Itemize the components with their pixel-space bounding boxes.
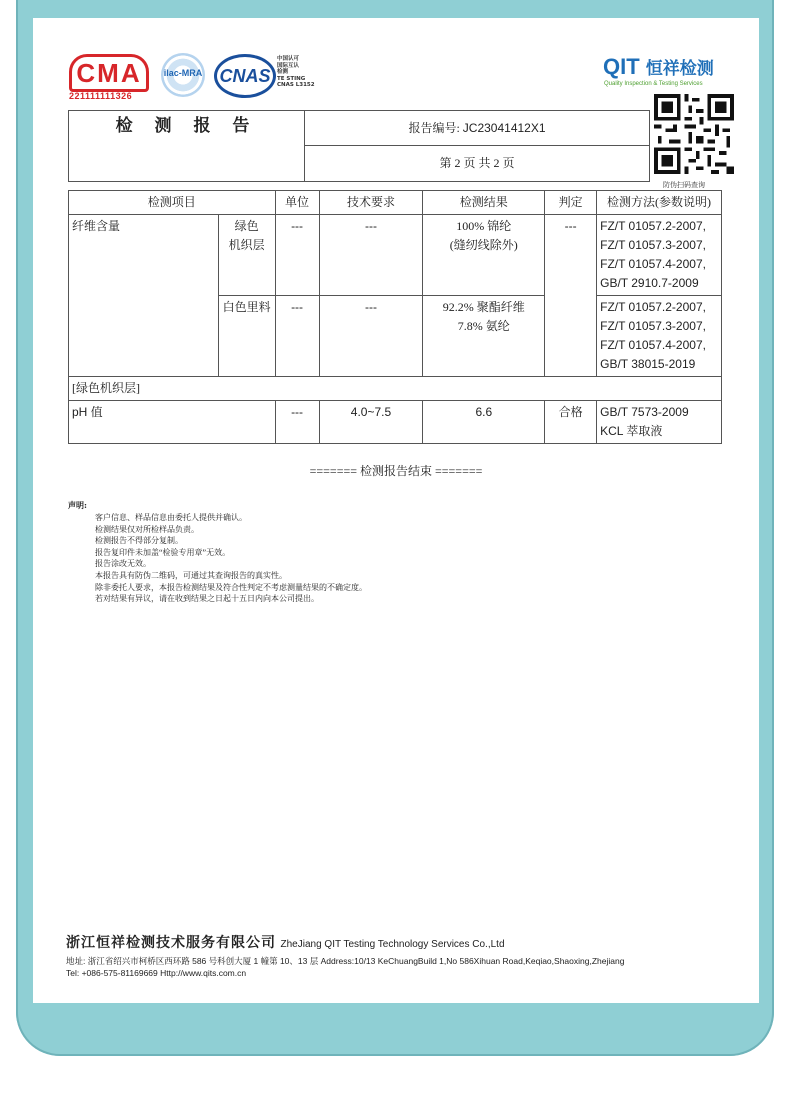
cnas-info: 中国认可 国际互认 检测 TE STING CNAS L3152: [277, 56, 315, 88]
declaration-line: 报告复印件未加盖“检验专用章”无效。: [95, 547, 231, 557]
verdict-cell: ---: [545, 215, 597, 377]
table-section-row: [69, 377, 722, 401]
report-end-marker: ======= 检测报告结束 =======: [309, 464, 483, 478]
report-page: [33, 18, 759, 1003]
company-name-cn: 浙江恒祥检测技术服务有限公司: [66, 936, 276, 951]
declaration-line: 本报告具有防伪二维码，可通过其查询报告的真实性。: [95, 570, 287, 580]
ph-item: pH 值: [69, 401, 276, 444]
declaration-title: 声明:: [68, 500, 87, 510]
ilac-mra-logo: [161, 53, 205, 97]
qit-logo-text: QIT: [603, 54, 640, 79]
fiber-content-item: 纤维含量: [69, 215, 219, 377]
report-number: JC23041412X1: [462, 121, 546, 135]
sub-item: 白色里料: [218, 296, 275, 377]
col-header-method: 检测方法(参数说明): [597, 191, 722, 215]
unit-cell: ---: [275, 401, 319, 444]
declaration-list: [95, 512, 367, 605]
result-cell: 100% 锦纶 (缝纫线除外): [423, 215, 545, 296]
declaration-line: 除非委托人要求，本报告检测结果及符合性判定不考虑测量结果的不确定度。: [95, 582, 367, 592]
report-number-row: [305, 111, 649, 146]
qr-code-icon[interactable]: [654, 94, 734, 174]
qit-logo-cn: 恒祥检测: [645, 59, 714, 79]
declaration-line: 检测结果仅对所检样品负责。: [95, 524, 199, 534]
sub-item: 绿色 机织层: [218, 215, 275, 296]
method-cell: GB/T 7573-2009 KCL 萃取液: [597, 401, 722, 444]
col-header-result: 检测结果: [423, 191, 545, 215]
declaration-line: 若对结果有异议，请在收到结果之日起十五日内向本公司提出。: [95, 594, 319, 604]
report-header-box: [68, 110, 650, 182]
col-header-item: 检测项目: [69, 191, 276, 215]
declaration-line: 客户信息、样品信息由委托人提供并确认。: [95, 513, 247, 522]
declaration-line: 报告涂改无效。: [95, 559, 151, 569]
method-cell: FZ/T 01057.2-2007, FZ/T 01057.3-2007, FZ/T 01057.4-2007, GB/T 38015-2019: [597, 296, 722, 377]
requirement-cell: ---: [319, 215, 423, 296]
col-header-verdict: 判定: [545, 191, 597, 215]
unit-cell: ---: [275, 215, 319, 296]
qr-caption: 防伪扫码查询: [663, 181, 705, 189]
page-indicator: 第 2 页 共 2 页: [439, 156, 515, 170]
report-number-label: 报告编号:: [408, 121, 460, 135]
unit-cell: ---: [275, 296, 319, 377]
company-address: 地址: 浙江省绍兴市柯桥区西环路 586 号科创大厦 1 幢第 10、13 层 Address:10/13 KeChuangBuild 1,No 586Xihuan Road,Keqiao,Shaoxing,Zhejiang: [66, 956, 625, 966]
report-title: 检 测 报 告: [69, 111, 305, 181]
company-name: [66, 932, 505, 952]
col-header-unit: 单位: [275, 191, 319, 215]
cma-logo: CMA: [69, 54, 149, 92]
result-cell: 92.2% 聚酯纤维 7.8% 氨纶: [423, 296, 545, 377]
qit-logo: [603, 54, 714, 80]
company-phone-web: Tel: +086-575-81169669 Http://www.qits.com.cn: [66, 968, 247, 978]
table-header-row: [69, 191, 722, 215]
qit-tagline: Quality Inspection & Testing Services: [604, 81, 703, 87]
result-cell: 6.6: [423, 401, 545, 444]
table-row: [69, 401, 722, 444]
col-header-requirement: 技术要求: [319, 191, 423, 215]
company-name-en: ZheJiang QIT Testing Technology Services Co.,Ltd: [280, 939, 505, 950]
requirement-cell: ---: [319, 296, 423, 377]
cma-number: 221111111326: [69, 91, 133, 101]
cnas-logo: CNAS: [214, 54, 276, 98]
verdict-cell: 合格: [545, 401, 597, 444]
results-table: [68, 190, 722, 444]
company-contact: [66, 955, 624, 979]
table-row: [69, 215, 722, 296]
section-label: [绿色机织层]: [69, 377, 722, 401]
declaration-line: 检测报告不得部分复制。: [95, 536, 183, 546]
requirement-cell: 4.0~7.5: [319, 401, 423, 444]
method-cell: FZ/T 01057.2-2007, FZ/T 01057.3-2007, FZ/T 01057.4-2007, GB/T 2910.7-2009: [597, 215, 722, 296]
ilac-mra-text: ilac-MRA: [163, 68, 203, 78]
